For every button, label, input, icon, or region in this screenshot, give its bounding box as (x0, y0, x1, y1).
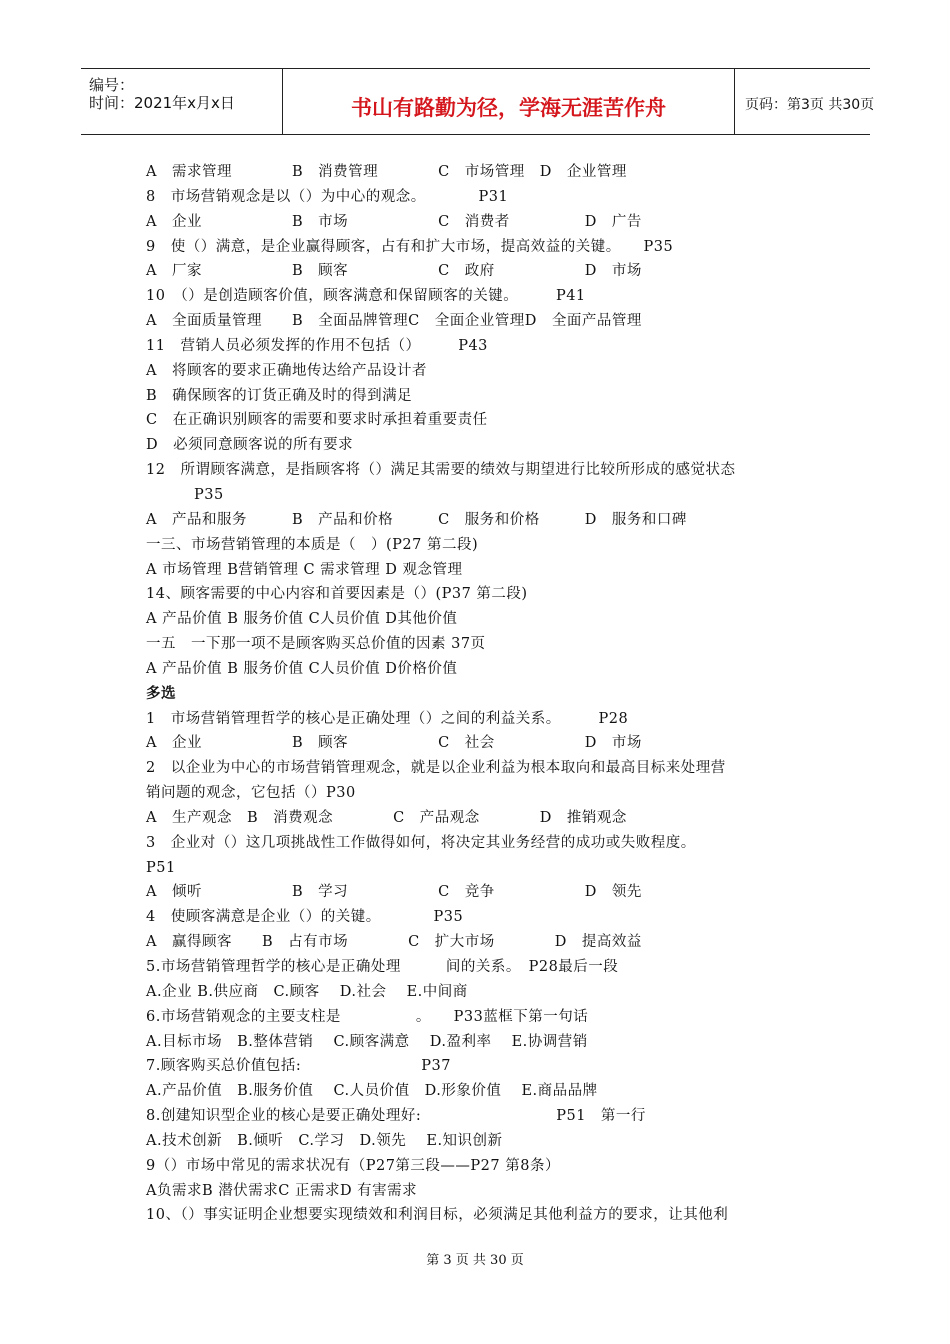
text-line: C 在正确识别顾客的需要和要求时承担着重要责任 (146, 412, 488, 429)
text-line: A 将顾客的要求正确地传达给产品设计者 (146, 362, 427, 379)
text-line: 销问题的观念，它包括（）P30 (146, 785, 356, 802)
text-line: A 产品价值 B 服务价值 C人员价值 D其他价值 (146, 611, 458, 628)
text-line: A 全面质量管理 B 全面品牌管理C 全面企业管理D 全面产品管理 (146, 313, 642, 330)
text-line: A 市场管理 B营销管理 C 需求管理 D 观念管理 (146, 561, 463, 578)
header-page-cell (735, 69, 875, 134)
text-line: 12 所谓顾客满意，是指顾客将（）满足其需要的绩效与期望进行比较所形成的感觉状态 (146, 462, 736, 479)
text-line: 11 营销人员必须发挥的作用不包括（） P43 (146, 337, 488, 354)
date-label: 时间：2021年x月x日 (89, 94, 235, 112)
text-line: 14、顾客需要的中心内容和首要因素是（）(P37 第二段) (146, 586, 528, 603)
text-line: 3 企业对（）这几项挑战性工作做得如何，将决定其业务经营的成功或失败程度。 (146, 834, 696, 851)
code-label: 编号： (89, 76, 135, 94)
text-line: D 必须同意顾客说的所有要求 (146, 437, 354, 454)
text-line: 7.顾客购买总价值包括: P37 (146, 1058, 451, 1075)
text-line: A负需求B 潜伏需求C 正需求D 有害需求 (146, 1182, 418, 1199)
text-line: A 厂家 B 顾客 C 政府 D 市场 (146, 263, 642, 280)
text-line: A 产品和服务 B 产品和价格 C 服务和价格 D 服务和口碑 (146, 511, 687, 528)
text-line: 1 市场营销管理哲学的核心是正确处理（）之间的利益关系。 P28 (146, 710, 629, 727)
text-line: A.目标市场 B.整体营销 C.顾客满意 D.盈利率 E.协调营销 (146, 1033, 588, 1050)
text-line: 8.创建知识型企业的核心是要正确处理好: P51 第一行 (146, 1108, 646, 1125)
text-line: 10 （）是创造顾客价值，顾客满意和保留顾客的关键。 P41 (146, 288, 586, 305)
text-line: P35 (194, 486, 224, 503)
section-heading-multiple-choice: 多选 (146, 685, 176, 702)
text-line: A 需求管理 B 消费管理 C 市场管理 D 企业管理 (146, 164, 627, 180)
text-line: A 赢得顾客 B 占有市场 C 扩大市场 D 提高效益 (146, 934, 642, 951)
text-line: 6.市场营销观念的主要支柱是 。 P33蓝框下第一句话 (146, 1008, 589, 1025)
text-line: 10、（）事实证明企业想要实现绩效和利润目标，必须满足其他利益方的要求，让其他利 (146, 1207, 729, 1224)
page-number-label: 页码：第3页 共30页 (745, 97, 875, 113)
page-header (81, 68, 875, 135)
text-line: 5.市场营销管理哲学的核心是正确处理 间的关系。 P28最后一段 (146, 959, 619, 975)
text-line: A 生产观念 B 消费观念 C 产品观念 D 推销观念 (146, 809, 627, 826)
text-line: A 倾听 B 学习 C 竞争 D 领先 (146, 884, 642, 901)
text-line: A.企业 B.供应商 C.顾客 D.社会 E.中间商 (146, 983, 468, 1000)
page-footer: 第 3 页 共 30 页 (426, 1253, 524, 1268)
text-line: 9 使（）满意，是企业赢得顾客，占有和扩大市场，提高效益的关键。 P35 (146, 238, 674, 255)
text-line: A.产品价值 B.服务价值 C.人员价值 D.形象价值 E.商品品牌 (146, 1083, 598, 1100)
motto: 书山有路勤为径，学海无涯苦作舟 (351, 96, 666, 120)
text-line: 8 市场营销观念是以（）为中心的观念。 P31 (146, 188, 509, 205)
text-line: 2 以企业为中心的市场营销管理观念，就是以企业利益为根本取向和最高目标来处理营 (146, 760, 726, 777)
header-left-cell (81, 69, 283, 134)
text-line: A 产品价值 B 服务价值 C人员价值 D价格价值 (146, 660, 458, 677)
text-line: P51 (146, 859, 176, 876)
document-body (146, 160, 826, 1228)
text-line: 一五 一下那一项不是顾客购买总价值的因素 37页 (146, 636, 486, 653)
text-line: 一三、市场营销管理的本质是（ ）(P27 第二段) (146, 536, 479, 553)
text-line: 9（）市场中常见的需求状况有（P27第三段——P27 第8条） (146, 1157, 560, 1174)
text-line: 4 使顾客满意是企业（）的关键。 P35 (146, 909, 464, 926)
text-line: A 企业 B 市场 C 消费者 D 广告 (146, 213, 642, 230)
text-line: A 企业 B 顾客 C 社会 D 市场 (146, 735, 642, 752)
text-line: A.技术创新 B.倾听 C.学习 D.领先 E.知识创新 (146, 1132, 503, 1149)
text-line: B 确保顾客的订货正确及时的得到满足 (146, 387, 413, 404)
header-motto-cell (283, 69, 735, 134)
